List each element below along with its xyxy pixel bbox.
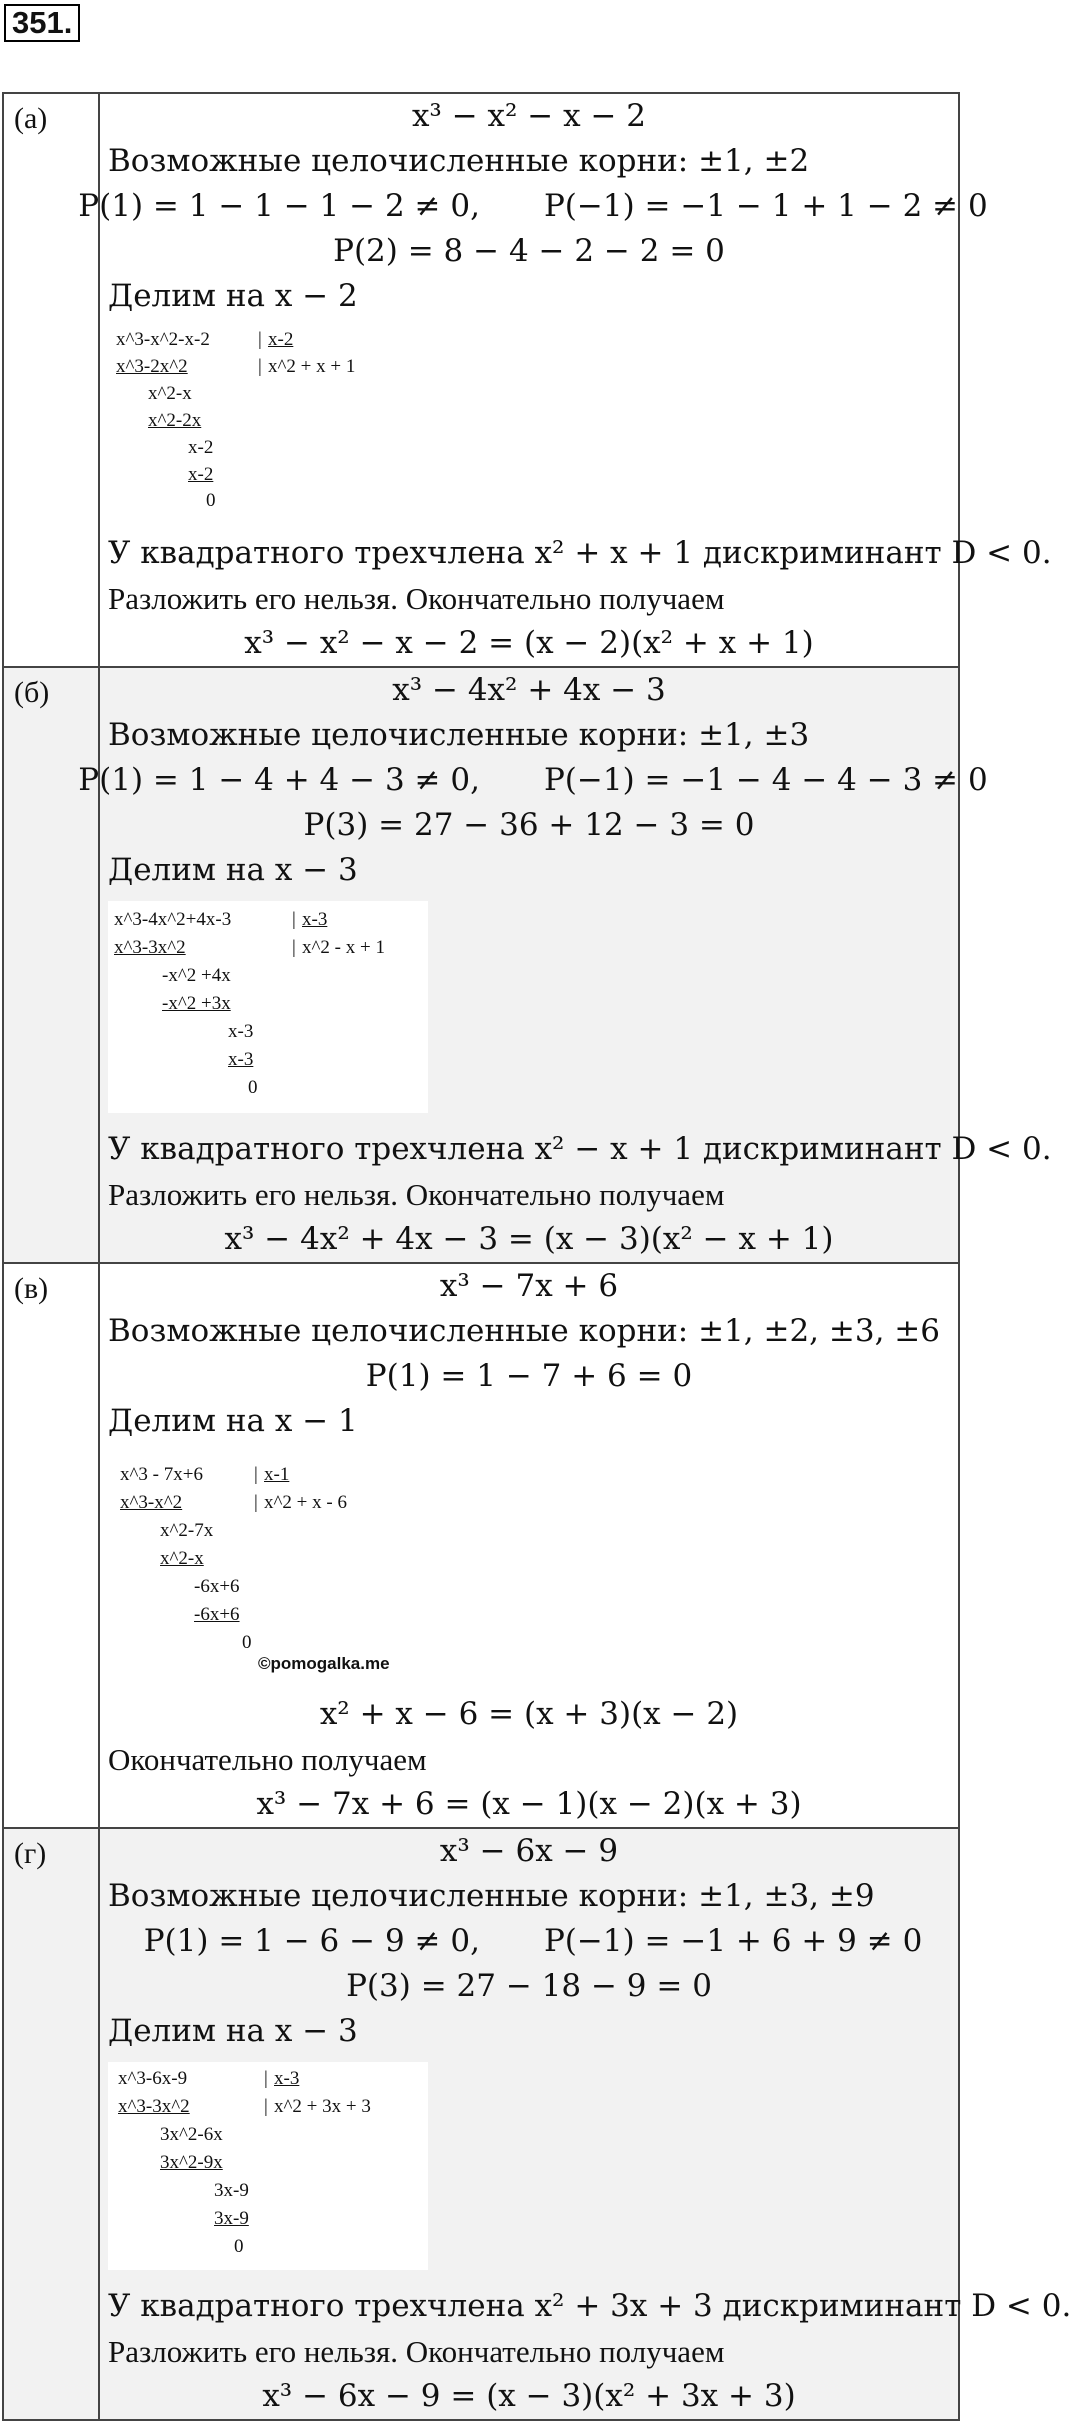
division-dividend: x^3 - 7x+6	[120, 1464, 203, 1485]
root-check: P(3) = 27 − 36 + 12 − 3 = 0	[303, 807, 755, 843]
problem-row-v	[3, 1263, 959, 1828]
integer-roots-line: Возможные целочисленные корни: ±1, ±2	[108, 143, 810, 179]
division-subtrahend-1: x^3-2x^2	[116, 356, 188, 377]
division-subtrahend-2: 3x^2-9x	[160, 2152, 223, 2173]
problem-number: 351.	[4, 4, 80, 42]
division-bar: |	[292, 937, 296, 958]
long-division	[108, 901, 428, 1113]
divide-line: Делим на x − 2	[108, 278, 358, 314]
problem-row-a	[3, 93, 959, 667]
check-p-minus1: P(−1) = −1 − 1 + 1 − 2 ≠ 0	[543, 188, 988, 224]
value-checks	[78, 184, 988, 229]
conclusion-line: Разложить его нельзя. Окончательно получаем	[108, 581, 725, 616]
check-p1: P(1) = 1 − 4 + 4 − 3 ≠ 0,	[78, 762, 480, 798]
division-subtrahend-3: -6x+6	[194, 1604, 240, 1625]
division-bar: |	[292, 909, 296, 930]
division-subtrahend-1: x^3-3x^2	[118, 2096, 190, 2117]
division-quotient: x^2 + x - 6	[264, 1492, 347, 1513]
division-remainder-1: x^2-x	[148, 383, 192, 404]
division-subtrahend-3: x-3	[228, 1049, 254, 1070]
division-bar: |	[258, 329, 262, 350]
root-check: P(3) = 27 − 18 − 9 = 0	[346, 1968, 712, 2004]
division-subtrahend-2: x^2-2x	[148, 410, 202, 431]
division-bar: |	[258, 356, 262, 377]
division-remainder-2: -6x+6	[194, 1576, 240, 1597]
divide-line: Делим на x − 1	[108, 1403, 358, 1439]
division-bar: |	[254, 1492, 258, 1513]
division-bar: |	[264, 2096, 268, 2117]
division-divisor: x-2	[268, 329, 294, 350]
integer-roots-line: Возможные целочисленные корни: ±1, ±3, ±9	[108, 1878, 875, 1914]
polynomial: x³ − x² − x − 2	[411, 98, 647, 134]
division-dividend: x^3-4x^2+4x-3	[114, 909, 232, 930]
solution-cell	[99, 1263, 959, 1828]
division-dividend: x^3-x^2-x-2	[116, 329, 210, 350]
conclusion-line: Разложить его нельзя. Окончательно получаем	[108, 1177, 725, 1212]
division-subtrahend-2: -x^2 +3x	[162, 993, 231, 1014]
solution-cell	[99, 1828, 1071, 2420]
problem-label: (б)	[3, 667, 99, 1263]
polynomial: x³ − 6x − 9	[439, 1833, 619, 1869]
check-p-minus1: P(−1) = −1 + 6 + 9 ≠ 0	[543, 1923, 923, 1959]
division-remainder-1: -x^2 +4x	[162, 965, 231, 986]
long-division	[108, 2062, 428, 2270]
division-remainder-1: 3x^2-6x	[160, 2124, 223, 2145]
division-final-remainder: 0	[248, 1077, 258, 1098]
discriminant-line: У квадратного трехчлена x² + 3x + 3 дискриминант D < 0.	[108, 2288, 1071, 2324]
discriminant-line: У квадратного трехчлена x² − x + 1 дискриминант D < 0.	[108, 1131, 1052, 1167]
division-bar: |	[254, 1464, 258, 1485]
watermark: ©pomogalka.me	[258, 1654, 390, 1673]
division-final-remainder: 0	[234, 2236, 244, 2257]
division-remainder-2: x-2	[188, 437, 214, 458]
integer-roots-line: Возможные целочисленные корни: ±1, ±3	[108, 717, 810, 753]
polynomial: x³ − 7x + 6	[439, 1268, 619, 1304]
check-p1: P(1) = 1 − 1 − 1 − 2 ≠ 0,	[78, 188, 480, 224]
factorization-result: x³ − x² − x − 2 = (x − 2)(x² + x + 1)	[244, 625, 814, 661]
divide-line: Делим на x − 3	[108, 2013, 358, 2049]
check-p1: P(1) = 1 − 6 − 9 ≠ 0,	[143, 1923, 480, 1959]
division-quotient: x^2 + 3x + 3	[274, 2096, 371, 2117]
division-dividend: x^3-6x-9	[118, 2068, 188, 2089]
value-checks	[100, 1919, 958, 1964]
solution-cell	[78, 93, 1052, 667]
factorization-result: x³ − 6x − 9 = (x − 3)(x² + 3x + 3)	[262, 2378, 796, 2414]
division-subtrahend-1: x^3-3x^2	[114, 937, 186, 958]
problem-row-b	[3, 667, 959, 1263]
problem-row-g	[3, 1828, 959, 2420]
problem-label: (в)	[3, 1263, 99, 1828]
division-subtrahend-1: x^3-x^2	[120, 1492, 183, 1513]
integer-roots-line: Возможные целочисленные корни: ±1, ±2, ±3, ±6	[108, 1313, 940, 1349]
long-division	[108, 327, 428, 517]
conclusion-line: Окончательно получаем	[108, 1742, 427, 1777]
division-divisor: x-1	[264, 1464, 290, 1485]
long-division	[108, 1452, 488, 1678]
division-quotient: x^2 + x + 1	[268, 356, 356, 377]
division-divisor: x-3	[274, 2068, 300, 2089]
quadratic-factorization: x² + x − 6 = (x + 3)(x − 2)	[319, 1696, 739, 1732]
divide-line: Делим на x − 3	[108, 852, 358, 888]
division-remainder-2: x-3	[228, 1021, 254, 1042]
root-check: P(2) = 8 − 4 − 2 − 2 = 0	[333, 233, 725, 269]
factorization-result: x³ − 7x + 6 = (x − 1)(x − 2)(x + 3)	[256, 1786, 802, 1822]
factorization-result: x³ − 4x² + 4x − 3 = (x − 3)(x² − x + 1)	[224, 1221, 834, 1257]
division-remainder-2: 3x-9	[214, 2180, 249, 2201]
problem-label: (г)	[3, 1828, 99, 2420]
check-p-minus1: P(−1) = −1 − 4 − 4 − 3 ≠ 0	[543, 762, 988, 798]
discriminant-line: У квадратного трехчлена x² + x + 1 дискриминант D < 0.	[108, 535, 1052, 571]
polynomial: x³ − 4x² + 4x − 3	[392, 672, 666, 708]
division-subtrahend-3: 3x-9	[214, 2208, 249, 2229]
division-subtrahend-2: x^2-x	[160, 1548, 204, 1569]
solutions-table	[2, 92, 1071, 2421]
conclusion-line: Разложить его нельзя. Окончательно получаем	[108, 2334, 725, 2369]
division-quotient: x^2 - x + 1	[302, 937, 385, 958]
division-remainder-1: x^2-7x	[160, 1520, 214, 1541]
division-divisor: x-3	[302, 909, 328, 930]
solution-cell	[78, 667, 1052, 1263]
division-subtrahend-3: x-2	[188, 464, 214, 485]
root-check: P(1) = 1 − 7 + 6 = 0	[365, 1358, 693, 1394]
division-bar: |	[264, 2068, 268, 2089]
value-checks	[78, 758, 988, 803]
problem-label: (а)	[3, 93, 99, 667]
division-final-remainder: 0	[242, 1632, 252, 1653]
division-final-remainder: 0	[206, 490, 216, 511]
